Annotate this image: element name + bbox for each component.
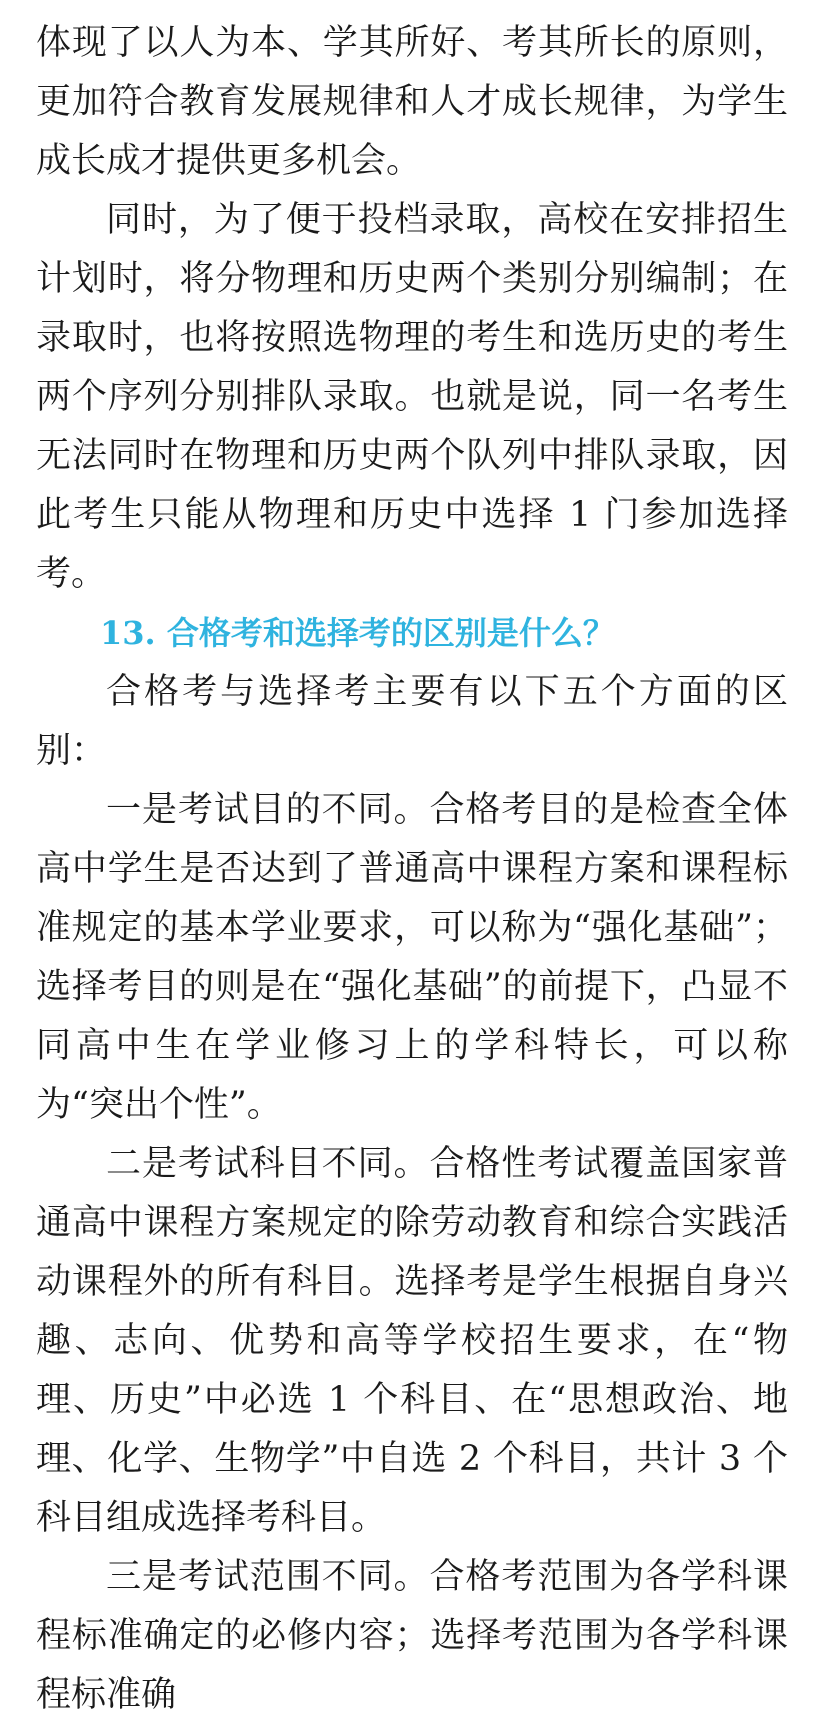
paragraph-2: 同时，为了便于投档录取，高校在安排招生计划时，将分物理和历史两个类别分别编制；在录取时，也将按照选物理的考生和选历史的考生两个序列分别排队录取。也就是说，同一名考生无法同时在物理和历史两个队列中排队录取，因此考生只能从物理和历史中选择 1 门参加选择考。 — [36, 200, 788, 594]
heading-text: 合格考和选择考的区别是什么？ — [166, 614, 615, 652]
heading-number: 13. — [100, 614, 156, 652]
paragraph-4: 一是考试目的不同。合格考目的是检查全体高中学生是否达到了普通高中课程方案和课程标准规定的基本学业要求，可以称为“强化基础”；选择考目的则是在“强化基础”的前提下，凸显不同高中生在学业修习上的学科特长，可以称为“突出个性”。 — [36, 790, 788, 1125]
document-page — [36, 14, 788, 1725]
section-heading-13 — [36, 604, 788, 663]
paragraph-5: 二是考试科目不同。合格性考试覆盖国家普通高中课程方案规定的除劳动教育和综合实践活动课程外的所有科目。选择考是学生根据自身兴趣、志向、优势和高等学校招生要求，在“物理、历史”中必选 1 个科目、在“思想政治、地理、化学、生物学”中自选 2 个科目，共计 3 个科目组成选择考科目。 — [36, 1144, 788, 1538]
paragraph-6: 三是考试范围不同。合格考范围为各学科课程标准确定的必修内容；选择考范围为各学科课程标准确 — [36, 1557, 788, 1715]
paragraph-1: 体现了以人为本、学其所好、考其所长的原则，更加符合教育发展规律和人才成长规律，为学生成长成才提供更多机会。 — [36, 23, 788, 181]
paragraph-3: 合格考与选择考主要有以下五个方面的区别： — [36, 672, 788, 771]
